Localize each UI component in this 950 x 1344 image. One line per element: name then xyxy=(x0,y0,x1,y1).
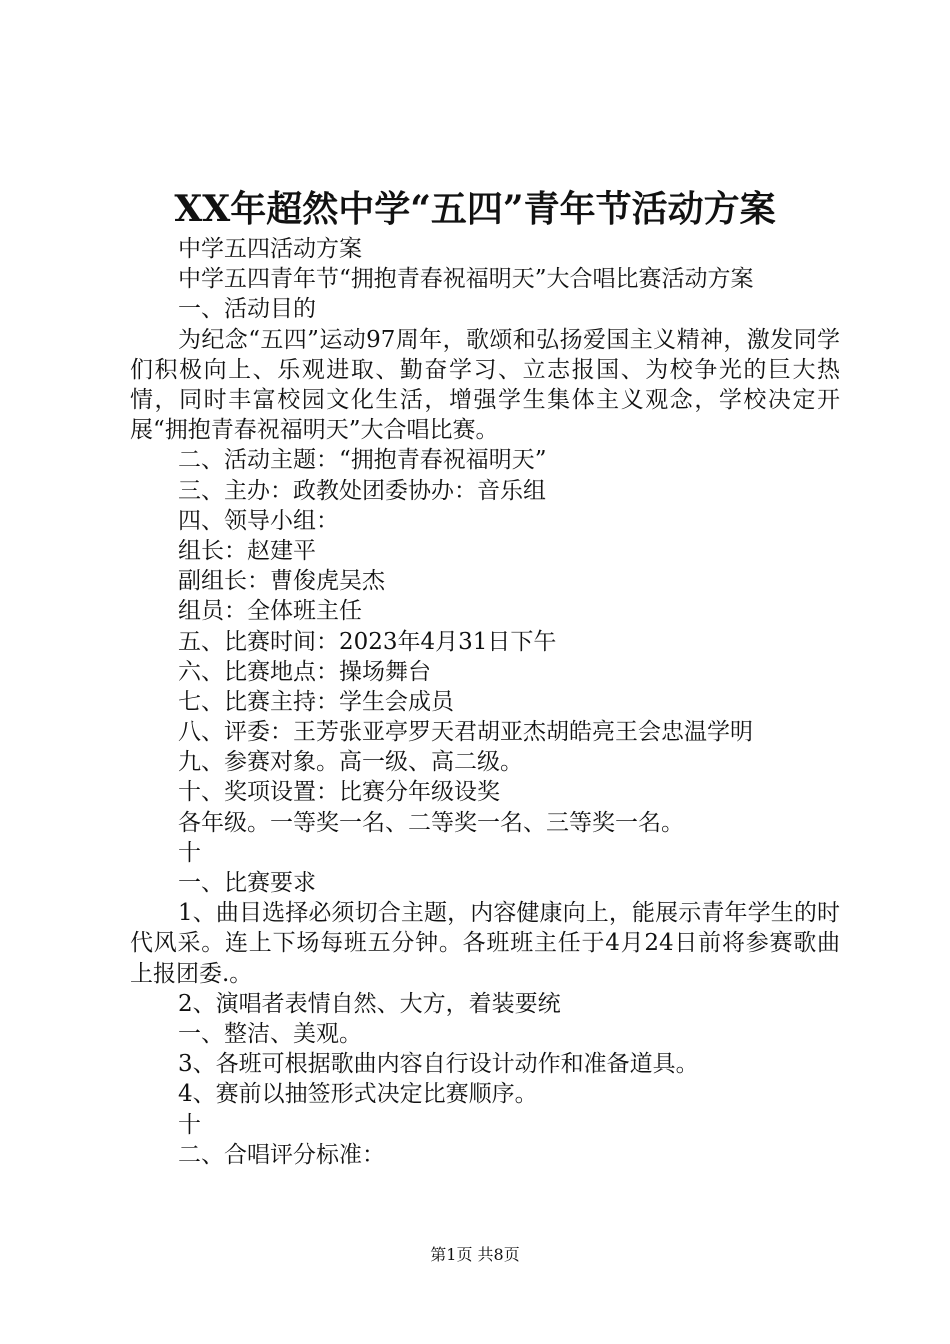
requirement-paragraph: 1、曲目选择必须切合主题，内容健康向上，能展示青年学生的时代风采。连上下场每班五分钟。各班班主任于4月24日前将参赛歌曲上报团委.。 xyxy=(130,900,840,987)
section-heading: 四、领导小组： xyxy=(178,507,339,534)
text-line: 3、各班可根据歌曲内容自行设计动作和准备道具。 xyxy=(178,1051,699,1078)
section-heading: 一、活动目的 xyxy=(178,296,316,323)
text-line: 各年级。一等奖一名、二等奖一名、三等奖一名。 xyxy=(178,809,684,836)
page-footer: 第1页 共8页 xyxy=(430,1245,520,1264)
section-heading: 二、活动主题：“拥抱青春祝福明天” xyxy=(178,447,547,474)
purpose-paragraph: 为纪念“五四”运动97周年，歌颂和弘扬爱国主义精神，激发同学们积极向上、乐观进取、勤奋学习、立志报国、为校争光的巨大热情，同时丰富校园文化生活，增强学生集体主义观念，学校决定开展“拥抱青春祝福明天”大合唱比赛。 xyxy=(130,326,840,444)
text-line: 十 xyxy=(178,839,201,866)
section-heading: 八、评委：王芳张亚亭罗天君胡亚杰胡皓亮王会忠温学明 xyxy=(178,719,753,746)
text-line: 十 xyxy=(178,1111,201,1138)
section-heading: 二、合唱评分标准： xyxy=(178,1141,385,1168)
section-heading: 九、参赛对象。高一级、高二级。 xyxy=(178,749,523,776)
text-line: 4、赛前以抽签形式决定比赛顺序。 xyxy=(178,1081,538,1108)
text-line: 中学五四活动方案 xyxy=(178,236,362,262)
document-title: XX年超然中学“五四”青年节活动方案 xyxy=(174,188,776,230)
text-line: 2、演唱者表情自然、大方，着装要统 xyxy=(178,990,561,1017)
text-line: 组长：赵建平 xyxy=(178,537,316,564)
section-heading: 六、比赛地点：操场舞台 xyxy=(178,658,431,685)
document-body xyxy=(130,234,840,1170)
section-heading: 三、主办：政教处团委协办：音乐组 xyxy=(178,477,546,504)
section-heading: 一、比赛要求 xyxy=(178,870,316,896)
section-heading: 十、奖项设置：比赛分年级设奖 xyxy=(178,779,500,806)
section-heading: 五、比赛时间：2023年4月31日下午 xyxy=(178,628,557,655)
text-line: 副组长：曹俊虎吴杰 xyxy=(178,568,385,595)
text-line: 一、整洁、美观。 xyxy=(178,1020,362,1047)
text-line: 组员：全体班主任 xyxy=(178,598,362,625)
text-line: 中学五四青年节“拥抱青春祝福明天”大合唱比赛活动方案 xyxy=(178,266,754,293)
section-heading: 七、比赛主持：学生会成员 xyxy=(178,688,454,715)
